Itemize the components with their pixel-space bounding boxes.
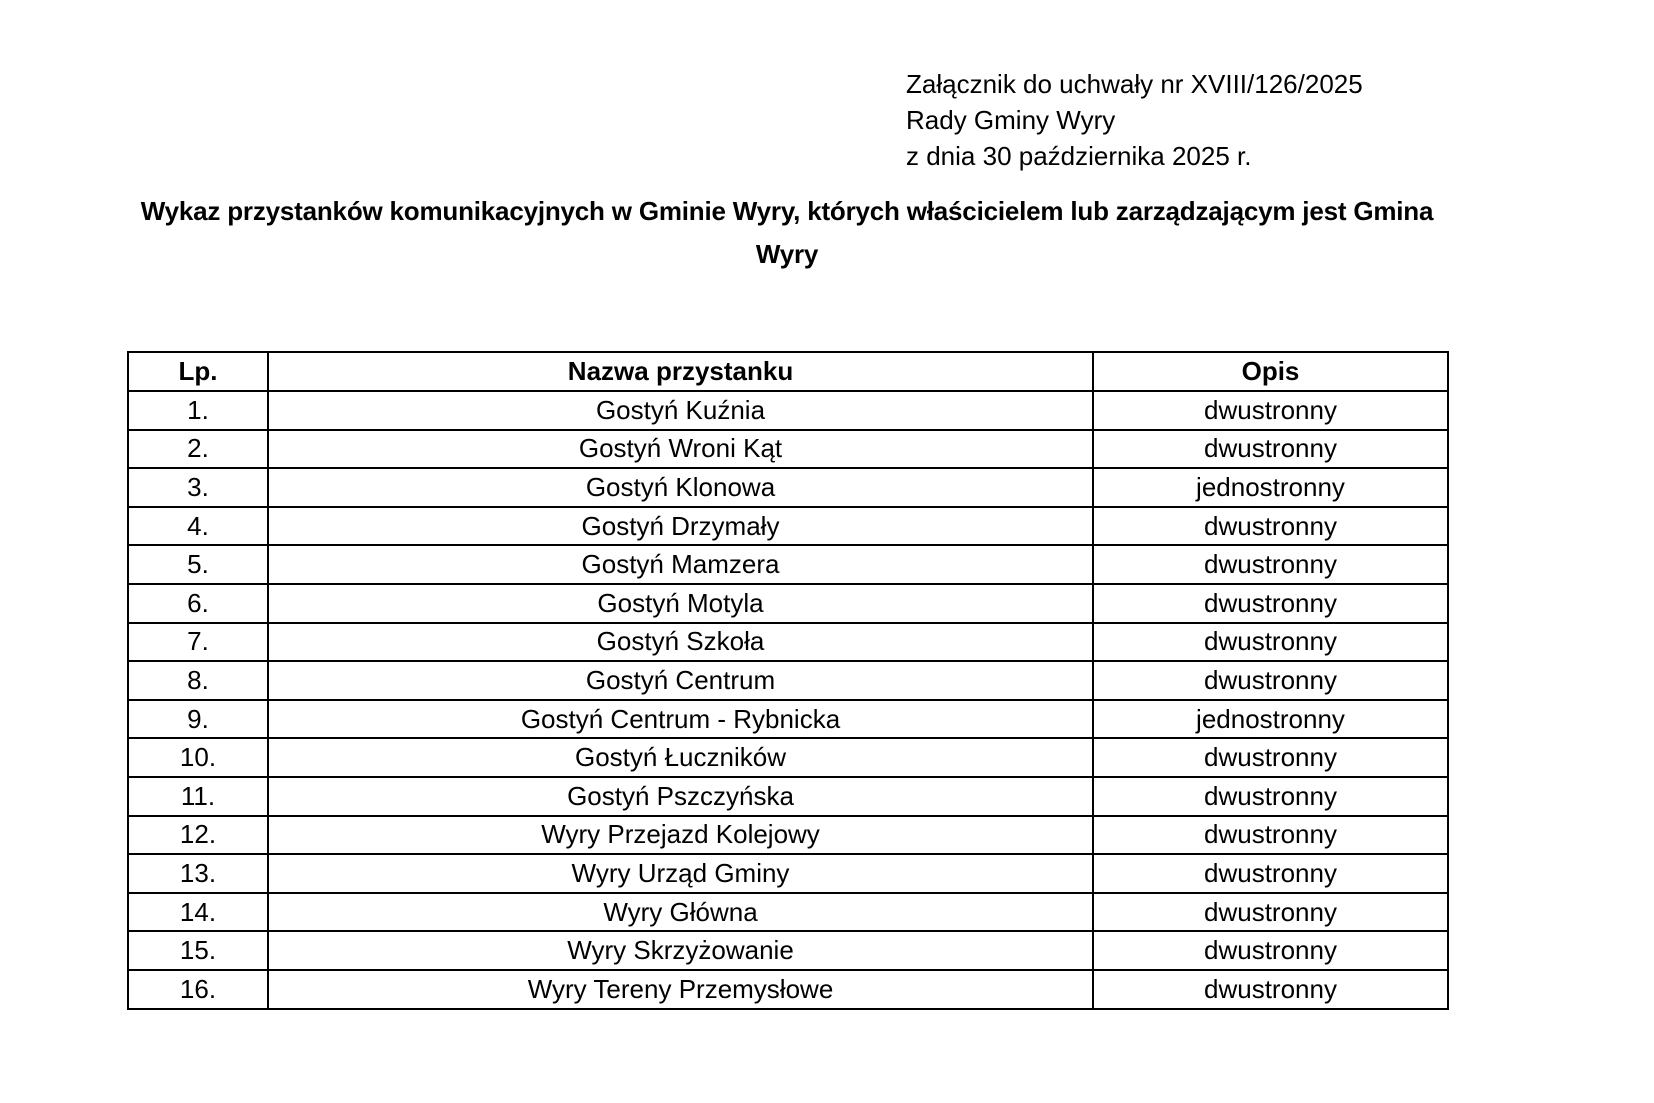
- table-row: [128, 816, 1448, 855]
- column-header-name: Nazwa przystanku: [268, 352, 1093, 391]
- row-number: 1.: [128, 391, 268, 430]
- row-number: 13.: [128, 854, 268, 893]
- stop-name: Wyry Urząd Gminy: [268, 854, 1093, 893]
- stop-name: Gostyń Kuźnia: [268, 391, 1093, 430]
- table-row: [128, 468, 1448, 507]
- stop-desc: dwustronny: [1093, 545, 1448, 584]
- table-row: [128, 584, 1448, 623]
- stop-desc: dwustronny: [1093, 584, 1448, 623]
- table-row: [128, 970, 1448, 1009]
- table-row: [128, 931, 1448, 970]
- stop-name: Gostyń Mamzera: [268, 545, 1093, 584]
- table-row: [128, 777, 1448, 816]
- row-number: 6.: [128, 584, 268, 623]
- stop-name: Gostyń Pszczyńska: [268, 777, 1093, 816]
- table-row: [128, 430, 1448, 469]
- row-number: 9.: [128, 700, 268, 739]
- stop-desc: dwustronny: [1093, 893, 1448, 932]
- stop-name: Gostyń Motyla: [268, 584, 1093, 623]
- stop-desc: dwustronny: [1093, 816, 1448, 855]
- table-row: [128, 507, 1448, 546]
- stop-desc: dwustronny: [1093, 507, 1448, 546]
- annex-line-council-name: Rady Gminy Wyry: [906, 105, 1116, 135]
- row-number: 4.: [128, 507, 268, 546]
- row-number: 7.: [128, 623, 268, 662]
- row-number: 5.: [128, 545, 268, 584]
- annex-reference-block: [906, 66, 1363, 174]
- table-row: [128, 700, 1448, 739]
- row-number: 15.: [128, 931, 268, 970]
- table-row: [128, 391, 1448, 430]
- stop-desc: dwustronny: [1093, 738, 1448, 777]
- row-number: 11.: [128, 777, 268, 816]
- column-header-desc: Opis: [1093, 352, 1448, 391]
- stop-desc: dwustronny: [1093, 777, 1448, 816]
- row-number: 10.: [128, 738, 268, 777]
- stop-name: Wyry Skrzyżowanie: [268, 931, 1093, 970]
- stop-name: Wyry Tereny Przemysłowe: [268, 970, 1093, 1009]
- stop-desc: dwustronny: [1093, 623, 1448, 662]
- table-row: [128, 893, 1448, 932]
- row-number: 14.: [128, 893, 268, 932]
- row-number: 2.: [128, 430, 268, 469]
- row-number: 16.: [128, 970, 268, 1009]
- table-row: [128, 623, 1448, 662]
- stop-name: Gostyń Łuczników: [268, 738, 1093, 777]
- annex-line-date: z dnia 30 października 2025 r.: [906, 141, 1252, 171]
- column-header-lp: Lp.: [128, 352, 268, 391]
- stop-name: Gostyń Centrum: [268, 661, 1093, 700]
- stop-name: Wyry Główna: [268, 893, 1093, 932]
- page-title: Wykaz przystanków komunikacyjnych w Gminie Wyry, których właścicielem lub zarządzającym jest Gmina Wyry: [140, 196, 1434, 269]
- stop-desc: dwustronny: [1093, 430, 1448, 469]
- annex-line-resolution-number: Załącznik do uchwały nr XVIII/126/2025: [906, 69, 1363, 99]
- stop-name: Gostyń Drzymały: [268, 507, 1093, 546]
- stop-desc: dwustronny: [1093, 661, 1448, 700]
- row-number: 8.: [128, 661, 268, 700]
- stop-name: Wyry Przejazd Kolejowy: [268, 816, 1093, 855]
- stop-name: Gostyń Centrum - Rybnicka: [268, 700, 1093, 739]
- stop-name: Gostyń Klonowa: [268, 468, 1093, 507]
- table-row: [128, 854, 1448, 893]
- row-number: 3.: [128, 468, 268, 507]
- stop-desc: jednostronny: [1093, 700, 1448, 739]
- stop-desc: dwustronny: [1093, 854, 1448, 893]
- table-header-row: [128, 352, 1448, 391]
- bus-stops-table: [127, 351, 1449, 1010]
- table-row: [128, 545, 1448, 584]
- stop-desc: dwustronny: [1093, 970, 1448, 1009]
- stop-desc: jednostronny: [1093, 468, 1448, 507]
- stop-desc: dwustronny: [1093, 391, 1448, 430]
- stop-name: Gostyń Szkoła: [268, 623, 1093, 662]
- table-row: [128, 738, 1448, 777]
- table-row: [128, 661, 1448, 700]
- row-number: 12.: [128, 816, 268, 855]
- stop-desc: dwustronny: [1093, 931, 1448, 970]
- stop-name: Gostyń Wroni Kąt: [268, 430, 1093, 469]
